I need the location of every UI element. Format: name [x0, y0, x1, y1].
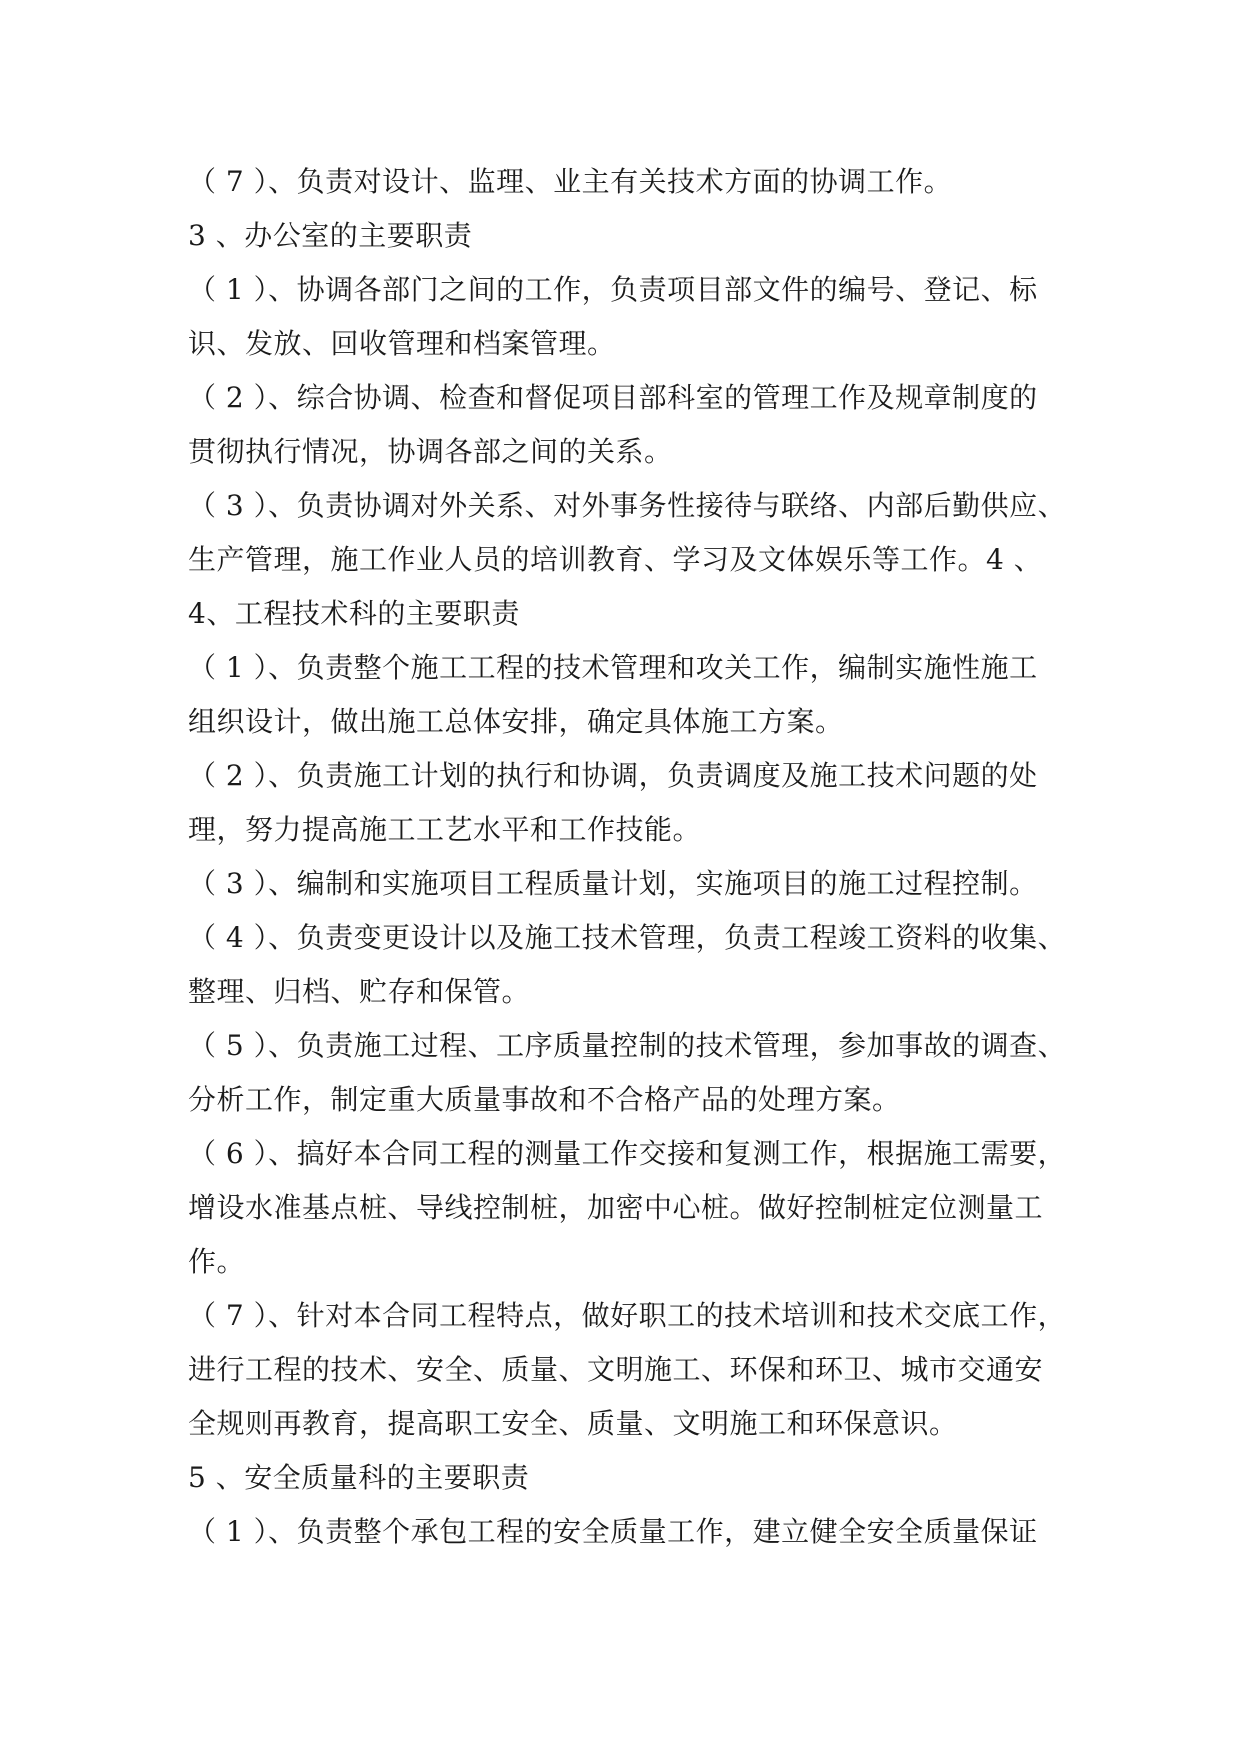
text-line: （ 1 ）、负责整个承包工程的安全质量工作，建立健全安全质量保证 [188, 1515, 1038, 1548]
text-line: （ 3 ）、负责协调对外关系、对外事务性接待与联络、内部后勤供应、 [188, 489, 1067, 522]
text-line: （ 2 ）、综合协调、检查和督促项目部科室的管理工作及规章制度的 [188, 381, 1038, 414]
text-line: （ 6 ）、搞好本合同工程的测量工作交接和复测工作，根据施工需要， [188, 1137, 1067, 1170]
text-line: 进行工程的技术、安全、质量、文明施工、环保和环卫、城市交通安 [188, 1353, 1044, 1386]
document-body [188, 155, 1068, 1559]
text-line: 全规则再教育，提高职工安全、质量、文明施工和环保意识。 [188, 1407, 958, 1440]
text-line: 增设水准基点桩、导线控制桩，加密中心桩。做好控制桩定位测量工 [188, 1191, 1044, 1224]
text-line: 分析工作，制定重大质量事故和不合格产品的处理方案。 [188, 1083, 901, 1116]
text-line: （ 1 ）、协调各部门之间的工作，负责项目部文件的编号、登记、标 [188, 273, 1038, 306]
text-line: （ 7 ）、负责对设计、监理、业主有关技术方面的协调工作。 [188, 165, 953, 198]
text-line: 贯彻执行情况，协调各部之间的关系。 [188, 435, 673, 468]
text-line: （ 1 ）、负责整个施工工程的技术管理和攻关工作，编制实施性施工 [188, 651, 1038, 684]
text-line: 整理、归档、贮存和保管。 [188, 975, 531, 1008]
section-heading: 5 、安全质量科的主要职责 [188, 1461, 530, 1494]
text-line: 理，努力提高施工工艺水平和工作技能。 [188, 813, 702, 846]
section-heading: 4、工程技术科的主要职责 [188, 597, 520, 630]
section-heading: 3 、办公室的主要职责 [188, 219, 473, 252]
text-line: （ 3 ）、编制和实施项目工程质量计划，实施项目的施工过程控制。 [188, 867, 1038, 900]
text-line: （ 5 ）、负责施工过程、工序质量控制的技术管理，参加事故的调查、 [188, 1029, 1067, 1062]
text-line: （ 2 ）、负责施工计划的执行和协调，负责调度及施工技术问题的处 [188, 759, 1038, 792]
text-line: （ 4 ）、负责变更设计以及施工技术管理，负责工程竣工资料的收集、 [188, 921, 1067, 954]
text-line: 识、发放、回收管理和档案管理。 [188, 327, 616, 360]
text-line: 生产管理，施工作业人员的培训教育、学习及文体娱乐等工作。4 、 [188, 543, 1043, 576]
text-line: 作。 [188, 1245, 246, 1278]
text-line: 组织设计，做出施工总体安排，确定具体施工方案。 [188, 705, 844, 738]
text-line: （ 7 ）、针对本合同工程特点，做好职工的技术培训和技术交底工作， [188, 1299, 1067, 1332]
